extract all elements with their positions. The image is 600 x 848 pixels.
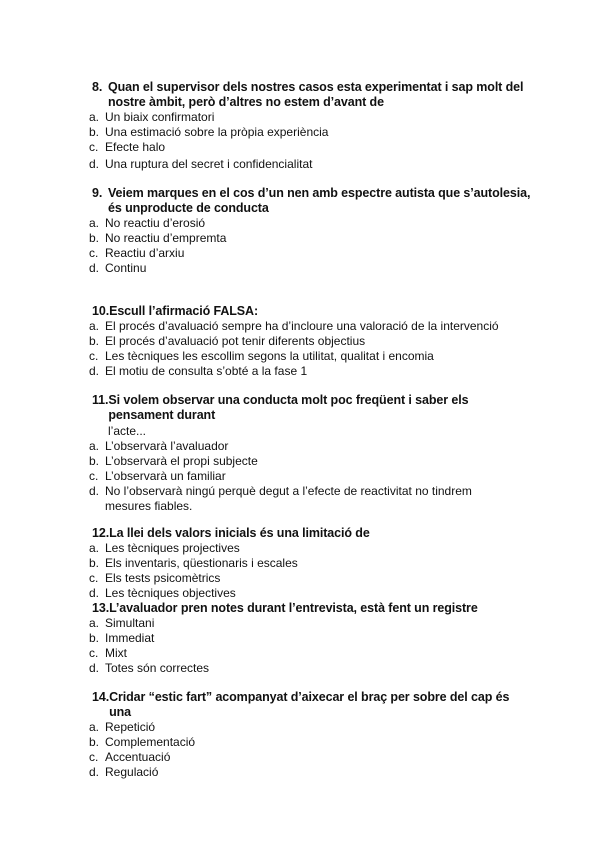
question-9 [89, 186, 532, 276]
option-text: Reactiu d’arxiu [105, 246, 185, 260]
option-letter: a. [89, 616, 100, 630]
option-letter: b. [89, 454, 100, 468]
option-letter: c. [89, 571, 99, 585]
option-d [89, 586, 532, 601]
question-number: 11. [92, 393, 109, 407]
question-number: 12. [92, 526, 110, 540]
question-number: 10. [92, 304, 110, 318]
option-text: Efecte halo [105, 140, 166, 154]
option-text: Un biaix confirmatori [105, 110, 215, 124]
option-letter: c. [89, 646, 99, 660]
option-a [89, 616, 532, 631]
option-text: Accentuació [105, 750, 171, 764]
option-b [89, 735, 532, 750]
question-heading [92, 526, 532, 541]
option-text: Les tècniques les escollim segons la utilitat, qualitat i encomia [105, 349, 434, 363]
question-10 [89, 304, 532, 379]
option-letter: a. [89, 216, 100, 230]
option-letter: d. [89, 765, 100, 779]
question-heading [92, 80, 532, 110]
option-letter: a. [89, 541, 100, 555]
option-letter: a. [89, 110, 100, 124]
option-letter: d. [89, 157, 100, 171]
option-text: Totes són correctes [105, 661, 210, 675]
question-number: 8. [92, 80, 103, 94]
question-text: Quan el supervisor dels nostres casos esta experimentat i sap molt del nostre àmbit, però d’altres no estem d’avant de [108, 80, 524, 109]
option-c [89, 469, 532, 484]
option-text: No reactiu d’erosió [105, 216, 206, 230]
option-text: Immediat [105, 631, 155, 645]
option-letter: d. [89, 484, 100, 498]
option-b [89, 125, 532, 140]
option-letter: d. [89, 261, 100, 275]
option-text: El motiu de consulta s’obté a la fase 1 [105, 364, 308, 378]
option-d [89, 157, 532, 172]
option-a [89, 720, 532, 735]
option-text: L’observarà un familiar [105, 469, 226, 483]
option-c [89, 246, 532, 261]
option-text: El procés d’avaluació pot tenir diferents objectius [105, 334, 366, 348]
question-12 [89, 526, 532, 601]
question-text: Escull l’afirmació FALSA: [109, 304, 259, 318]
option-b [89, 556, 532, 571]
option-a [89, 110, 532, 125]
question-text: La llei dels valors inicials és una limitació de [109, 526, 370, 540]
option-letter: c. [89, 349, 99, 363]
option-text: Regulació [105, 765, 159, 779]
option-letter: c. [89, 140, 99, 154]
question-number: 9. [92, 186, 103, 200]
option-c [89, 140, 532, 155]
option-text: Les tècniques projectives [105, 541, 240, 555]
question-number: 13. [92, 601, 110, 615]
question-heading [92, 304, 532, 319]
option-a [89, 541, 532, 556]
option-a [89, 439, 532, 454]
option-b [89, 231, 532, 246]
question-8 [89, 80, 532, 172]
option-c [89, 646, 532, 661]
option-letter: c. [89, 469, 99, 483]
option-letter: b. [89, 231, 100, 245]
option-letter: d. [89, 364, 100, 378]
option-letter: c. [89, 750, 99, 764]
option-b [89, 334, 532, 349]
option-letter: a. [89, 720, 100, 734]
option-text: El procés d’avaluació sempre ha d’incloure una valoració de la intervenció [105, 319, 499, 333]
option-text: Repetició [105, 720, 156, 734]
question-continuation: l’acte... [108, 424, 147, 438]
option-c [89, 349, 532, 364]
option-letter: b. [89, 334, 100, 348]
option-d [89, 261, 532, 276]
option-letter: a. [89, 319, 100, 333]
option-text: No reactiu d’empremta [105, 231, 227, 245]
option-letter: c. [89, 246, 99, 260]
option-c [89, 571, 532, 586]
option-text: Els inventaris, qüestionaris i escales [105, 556, 298, 570]
option-text: Continu [105, 261, 147, 275]
option-letter: b. [89, 735, 100, 749]
option-c [89, 750, 532, 765]
question-heading [92, 690, 532, 720]
option-text: Una ruptura del secret i confidencialitat [105, 157, 313, 171]
option-letter: d. [89, 586, 100, 600]
option-text: Complementació [105, 735, 196, 749]
option-a [89, 216, 532, 231]
question-heading [92, 186, 532, 216]
option-text: Mixt [105, 646, 127, 660]
option-text: L’observarà l’avaluador [105, 439, 229, 453]
option-text: L’observarà el propi subjecte [105, 454, 258, 468]
option-text: No l’observarà ningú perquè degut a l’efecte de reactivitat no tindrem mesures fiables. [105, 484, 472, 513]
option-letter: b. [89, 556, 100, 570]
question-heading [92, 601, 532, 616]
question-text: Cridar “estic fart” acompanyat d’aixecar el braç per sobre del cap és una [109, 690, 510, 719]
question-14 [89, 690, 532, 780]
question-text: Si volem observar una conducta molt poc freqüent i saber els pensament durant [108, 393, 469, 422]
option-d [89, 364, 532, 379]
question-text: Veiem marques en el cos d’un nen amb espectre autista que s’autolesia, és unproducte de conducta [108, 186, 531, 215]
option-d [89, 661, 532, 676]
question-13 [89, 601, 532, 676]
option-letter: b. [89, 631, 100, 645]
option-b [89, 454, 532, 469]
question-text: L’avaluador pren notes durant l’entrevista, està fent un registre [109, 601, 478, 615]
question-number: 14. [92, 690, 110, 704]
option-text: Una estimació sobre la pròpia experiència [105, 125, 329, 139]
option-b [89, 631, 532, 646]
option-text: Les tècniques objectives [105, 586, 236, 600]
option-text: Simultani [105, 616, 155, 630]
option-letter: a. [89, 439, 100, 453]
question-11 [89, 393, 532, 514]
option-d [89, 484, 492, 514]
option-letter: b. [89, 125, 100, 139]
option-letter: d. [89, 661, 100, 675]
option-a [89, 319, 532, 334]
option-d [89, 765, 532, 780]
option-text: Els tests psicomètrics [105, 571, 221, 585]
question-heading [92, 393, 532, 423]
